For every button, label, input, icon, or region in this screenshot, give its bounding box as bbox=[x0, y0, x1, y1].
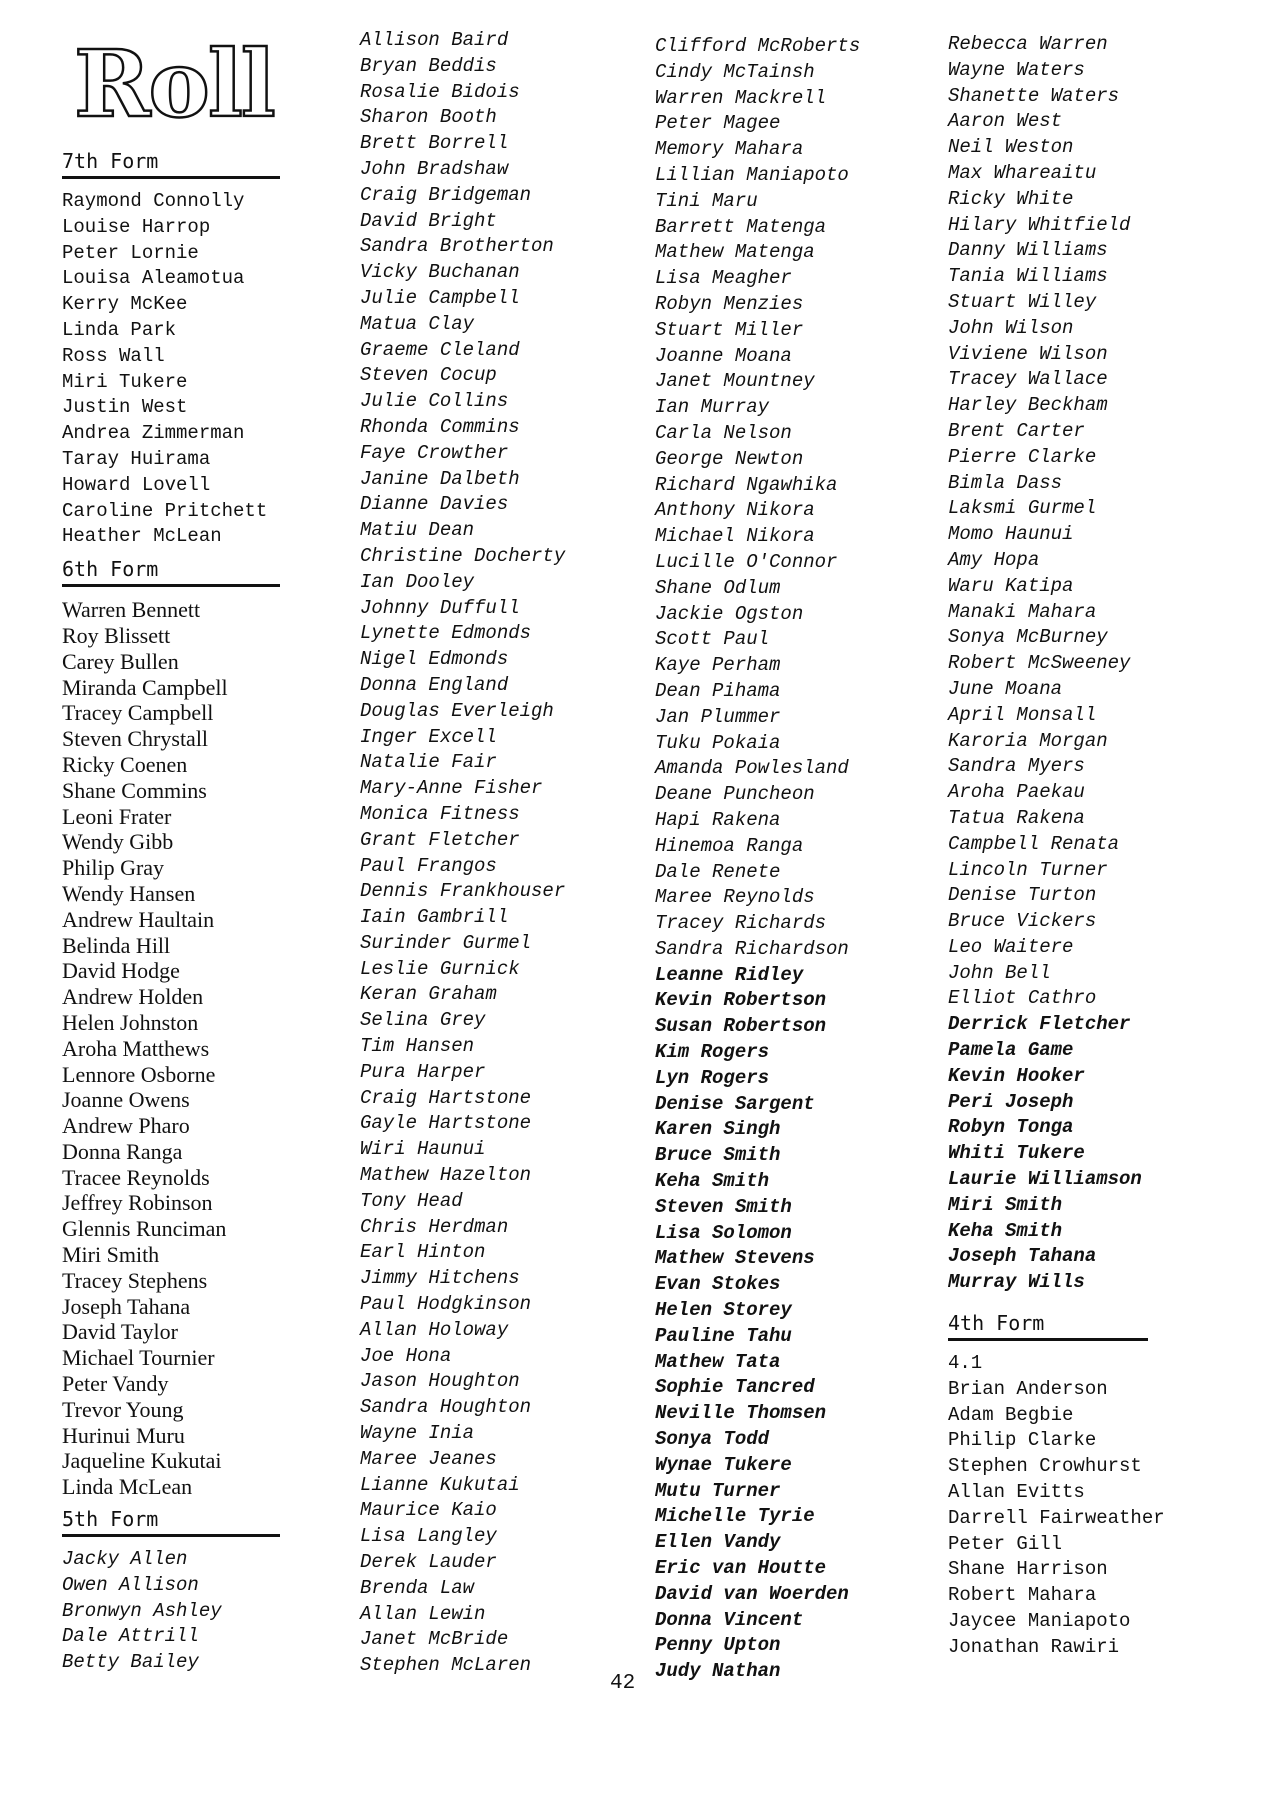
roll-name: Janet McBride bbox=[360, 1628, 509, 1651]
roll-name: Joseph Tahana bbox=[62, 1293, 191, 1319]
roll-name: Hilary Whitfield bbox=[948, 213, 1131, 236]
roll-name: Eric van Houtte bbox=[655, 1557, 827, 1580]
roll-name: Graeme Cleland bbox=[360, 338, 520, 361]
roll-name: Amanda Powlesland bbox=[655, 757, 849, 780]
roll-name: Matiu Dean bbox=[360, 519, 475, 542]
roll-name: Bronwyn Ashley bbox=[62, 1599, 222, 1622]
roll-name: Janet Mountney bbox=[655, 370, 815, 393]
roll-name: Andrew Holden bbox=[62, 984, 204, 1010]
roll-name: Aroha Paekau bbox=[948, 781, 1085, 804]
roll-name: Carla Nelson bbox=[655, 421, 792, 444]
form4-heading: 4th Form bbox=[948, 1311, 1045, 1336]
roll-name: Michael Tournier bbox=[62, 1345, 215, 1371]
roll-name: Robert McSweeney bbox=[948, 652, 1131, 675]
form5-rule bbox=[62, 1534, 280, 1537]
roll-name: Dean Pihama bbox=[655, 679, 781, 702]
roll-name: Bimla Dass bbox=[948, 471, 1063, 494]
roll-name: Campbell Renata bbox=[948, 832, 1120, 855]
roll-name: Tatua Rakena bbox=[948, 806, 1085, 829]
roll-name: Grant Fletcher bbox=[360, 828, 520, 851]
roll-name: Tania Williams bbox=[948, 265, 1108, 288]
roll-name: Cindy McTainsh bbox=[655, 60, 815, 83]
roll-name: Natalie Fair bbox=[360, 751, 497, 774]
roll-name: Jeffrey Robinson bbox=[62, 1190, 213, 1216]
roll-name: Michael Nikora bbox=[655, 525, 815, 548]
roll-name: Owen Allison bbox=[62, 1573, 199, 1596]
roll-name: Viviene Wilson bbox=[948, 342, 1108, 365]
roll-name: Darrell Fairweather bbox=[948, 1506, 1165, 1529]
roll-name: Julie Collins bbox=[360, 390, 509, 413]
column-3 bbox=[655, 34, 945, 1685]
roll-name: Johnny Duffull bbox=[360, 596, 520, 619]
roll-name: Manaki Mahara bbox=[948, 600, 1097, 623]
roll-name: Kaye Perham bbox=[655, 654, 781, 677]
roll-name: Kerry McKee bbox=[62, 293, 188, 316]
roll-name: Ian Murray bbox=[655, 396, 770, 419]
roll-name: Jan Plummer bbox=[655, 705, 781, 728]
roll-name: Miri Smith bbox=[62, 1242, 160, 1268]
roll-name: Lincoln Turner bbox=[948, 858, 1108, 881]
roll-name: Memory Mahara bbox=[655, 138, 804, 161]
form6-heading: 6th Form bbox=[62, 557, 159, 582]
roll-name: June Moana bbox=[948, 677, 1063, 700]
roll-name: Sandra Brotherton bbox=[360, 235, 554, 258]
roll-name: George Newton bbox=[655, 447, 804, 470]
form5-list-col2 bbox=[360, 28, 650, 1679]
form5-list-col1 bbox=[62, 1547, 362, 1676]
roll-name: David Bright bbox=[360, 209, 497, 232]
roll-name: Mathew Matenga bbox=[655, 241, 815, 264]
roll-name: Chris Herdman bbox=[360, 1215, 509, 1238]
roll-name: Amy Hopa bbox=[948, 548, 1040, 571]
roll-name: Warren Mackrell bbox=[655, 86, 827, 109]
roll-name: Pamela Game bbox=[948, 1039, 1074, 1062]
roll-name: Leo Waitere bbox=[948, 935, 1074, 958]
roll-name: John Bradshaw bbox=[360, 157, 509, 180]
roll-name: Max Whareaitu bbox=[948, 161, 1097, 184]
roll-name: Lennore Osborne bbox=[62, 1061, 216, 1087]
roll-name: Joseph Tahana bbox=[948, 1245, 1097, 1268]
roll-name: Trevor Young bbox=[62, 1396, 184, 1422]
roll-name: Peter Magee bbox=[655, 112, 781, 135]
roll-name: Tony Head bbox=[360, 1189, 463, 1212]
roll-name: Vicky Buchanan bbox=[360, 261, 520, 284]
roll-name: Philip Clarke bbox=[948, 1429, 1097, 1452]
roll-name: Justin West bbox=[62, 396, 188, 419]
roll-name: Stephen Crowhurst bbox=[948, 1455, 1142, 1478]
roll-name: Andrew Pharo bbox=[62, 1113, 190, 1139]
roll-name: Mary-Anne Fisher bbox=[360, 777, 543, 800]
roll-name: Wayne Waters bbox=[948, 58, 1085, 81]
roll-name: Jimmy Hitchens bbox=[360, 1267, 520, 1290]
column-1 bbox=[62, 30, 362, 1676]
roll-name: Momo Haunui bbox=[948, 523, 1074, 546]
roll-name: Elliot Cathro bbox=[948, 987, 1097, 1010]
roll-name: Harley Beckham bbox=[948, 394, 1108, 417]
roll-name: Tini Maru bbox=[655, 189, 758, 212]
roll-name: David Taylor bbox=[62, 1319, 178, 1345]
roll-name: Whiti Tukere bbox=[948, 1142, 1085, 1165]
roll-name: Karoria Morgan bbox=[948, 729, 1108, 752]
roll-name: Allan Lewin bbox=[360, 1602, 486, 1625]
roll-name: Mutu Turner bbox=[655, 1479, 781, 1502]
roll-name: Miri Smith bbox=[948, 1193, 1063, 1216]
roll-name: Robyn Tonga bbox=[948, 1116, 1074, 1139]
roll-name: Miri Tukere bbox=[62, 370, 188, 393]
roll-name: Douglas Everleigh bbox=[360, 699, 554, 722]
roll-name: Murray Wills bbox=[948, 1271, 1085, 1294]
roll-name: Peter Lornie bbox=[62, 241, 199, 264]
form4-class-label: 4.1 bbox=[948, 1352, 983, 1375]
roll-name: Steven Cocup bbox=[360, 364, 497, 387]
roll-name: Karen Singh bbox=[655, 1118, 781, 1141]
form5-heading: 5th Form bbox=[62, 1507, 159, 1532]
roll-name: Taray Huirama bbox=[62, 447, 211, 470]
roll-name: Jason Houghton bbox=[360, 1370, 520, 1393]
roll-name: Selina Grey bbox=[360, 1009, 486, 1032]
roll-name: Paul Hodgkinson bbox=[360, 1293, 532, 1316]
roll-name: Tuku Pokaia bbox=[655, 731, 781, 754]
column-4 bbox=[948, 32, 1268, 1661]
roll-name: Shanette Waters bbox=[948, 84, 1120, 107]
form6-rule bbox=[62, 584, 280, 587]
roll-name: Joe Hona bbox=[360, 1344, 452, 1367]
roll-name: Linda Park bbox=[62, 318, 177, 341]
roll-name: Ricky White bbox=[948, 187, 1074, 210]
roll-name: Lisa Langley bbox=[360, 1525, 497, 1548]
roll-name: Shane Odlum bbox=[655, 576, 781, 599]
roll-name: Bruce Vickers bbox=[948, 910, 1097, 933]
roll-name: Neville Thomsen bbox=[655, 1402, 827, 1425]
roll-name: Caroline Pritchett bbox=[62, 499, 268, 522]
roll-name: Aroha Matthews bbox=[62, 1035, 210, 1061]
roll-name: Stuart Willey bbox=[948, 290, 1097, 313]
roll-name: Craig Hartstone bbox=[360, 1086, 532, 1109]
roll-name: Rhonda Commins bbox=[360, 415, 520, 438]
roll-name: Judy Nathan bbox=[655, 1660, 781, 1683]
form7-list bbox=[62, 189, 362, 550]
roll-name: Inger Excell bbox=[360, 725, 497, 748]
roll-name: Brent Carter bbox=[948, 419, 1085, 442]
roll-name: Raymond Connolly bbox=[62, 190, 245, 212]
form5-list-col4 bbox=[948, 32, 1268, 1296]
roll-name: Maree Reynolds bbox=[655, 886, 815, 909]
roll-name: Carey Bullen bbox=[62, 648, 179, 674]
roll-name: Pauline Tahu bbox=[655, 1324, 792, 1347]
roll-name: Glennis Runciman bbox=[62, 1216, 227, 1242]
roll-name: Laksmi Gurmel bbox=[948, 497, 1097, 520]
roll-name: Dennis Frankhouser bbox=[360, 880, 566, 903]
roll-name: Tracee Reynolds bbox=[62, 1164, 210, 1190]
roll-name: Wendy Hansen bbox=[62, 880, 196, 906]
roll-name: Andrew Haultain bbox=[62, 906, 215, 932]
roll-name: Brett Borrell bbox=[360, 132, 509, 155]
roll-name: Allison Baird bbox=[360, 29, 509, 51]
roll-name: Tracey Richards bbox=[655, 912, 827, 935]
roll-name: Mathew Tata bbox=[655, 1350, 781, 1373]
form4-rule bbox=[948, 1338, 1148, 1341]
roll-name: Leanne Ridley bbox=[655, 963, 804, 986]
roll-name: Philip Gray bbox=[62, 855, 165, 881]
roll-name: Dale Attrill bbox=[62, 1625, 199, 1648]
roll-name: Lynette Edmonds bbox=[360, 622, 532, 645]
roll-name: Sharon Booth bbox=[360, 106, 497, 129]
roll-name: Hapi Rakena bbox=[655, 808, 781, 831]
roll-name: Leslie Gurnick bbox=[360, 957, 520, 980]
roll-name: Wayne Inia bbox=[360, 1422, 475, 1445]
roll-name: Shane Harrison bbox=[948, 1558, 1108, 1581]
roll-name: Dianne Davies bbox=[360, 493, 509, 516]
roll-name: Allan Evitts bbox=[948, 1481, 1085, 1504]
roll-name: Pura Harper bbox=[360, 1060, 486, 1083]
roll-name: Matua Clay bbox=[360, 312, 475, 335]
roll-name: Jackie Ogston bbox=[655, 602, 804, 625]
roll-name: Jaqueline Kukutai bbox=[62, 1448, 222, 1474]
roll-name: Keha Smith bbox=[948, 1219, 1063, 1242]
roll-name: Joanne Owens bbox=[62, 1087, 190, 1113]
roll-name: Ricky Coenen bbox=[62, 751, 188, 777]
roll-name: Earl Hinton bbox=[360, 1241, 486, 1264]
roll-name: Aaron West bbox=[948, 110, 1063, 133]
roll-name: Lisa Solomon bbox=[655, 1221, 792, 1244]
form6-list bbox=[62, 597, 362, 1500]
roll-name: Danny Williams bbox=[948, 239, 1108, 262]
roll-name: Steven Smith bbox=[655, 1195, 792, 1218]
roll-name: Keran Graham bbox=[360, 983, 497, 1006]
roll-name: David van Woerden bbox=[655, 1582, 849, 1605]
roll-name: Louise Harrop bbox=[62, 215, 211, 238]
form4-list bbox=[948, 1377, 1268, 1661]
roll-name: Linda McLean bbox=[62, 1474, 193, 1500]
roll-name: Wendy Gibb bbox=[62, 829, 174, 855]
roll-name: Stuart Miller bbox=[655, 318, 804, 341]
roll-name: Rebecca Warren bbox=[948, 33, 1108, 55]
roll-name: Hurinui Muru bbox=[62, 1422, 185, 1448]
roll-name: Maree Jeanes bbox=[360, 1447, 497, 1470]
roll-name: Maurice Kaio bbox=[360, 1499, 497, 1522]
roll-name: Kim Rogers bbox=[655, 1041, 770, 1064]
roll-name: Wynae Tukere bbox=[655, 1453, 792, 1476]
roll-name: Wiri Haunui bbox=[360, 1138, 486, 1161]
roll-name: Tim Hansen bbox=[360, 1035, 475, 1058]
roll-name: Belinda Hill bbox=[62, 932, 171, 958]
roll-name: April Monsall bbox=[948, 703, 1097, 726]
roll-name: Jonathan Rawiri bbox=[948, 1635, 1120, 1658]
roll-name: Lyn Rogers bbox=[655, 1066, 770, 1089]
roll-name: David Hodge bbox=[62, 958, 180, 984]
roll-name: Tracey Stephens bbox=[62, 1267, 208, 1293]
roll-name: Sonya Todd bbox=[655, 1428, 770, 1451]
roll-name: Shane Commins bbox=[62, 777, 207, 803]
roll-name: Nigel Edmonds bbox=[360, 648, 509, 671]
roll-name: Andrea Zimmerman bbox=[62, 422, 245, 445]
roll-name: Anthony Nikora bbox=[655, 499, 815, 522]
page-title: Roll bbox=[74, 30, 274, 138]
roll-name: Betty Bailey bbox=[62, 1651, 199, 1674]
roll-name: Donna Ranga bbox=[62, 1138, 183, 1164]
roll-name: Donna Vincent bbox=[655, 1608, 804, 1631]
roll-name: Robert Mahara bbox=[948, 1584, 1097, 1607]
roll-name: Allan Holoway bbox=[360, 1318, 509, 1341]
roll-name: Sophie Tancred bbox=[655, 1376, 815, 1399]
roll-name: Bruce Smith bbox=[655, 1144, 781, 1167]
roll-name: Stephen McLaren bbox=[360, 1654, 532, 1677]
roll-name: Jacky Allen bbox=[62, 1548, 188, 1571]
roll-name: Scott Paul bbox=[655, 628, 770, 651]
roll-name: Peri Joseph bbox=[948, 1090, 1074, 1113]
roll-name: Helen Storey bbox=[655, 1299, 792, 1322]
roll-name: Waru Katipa bbox=[948, 574, 1074, 597]
roll-name: Surinder Gurmel bbox=[360, 931, 532, 954]
roll-name: Lucille O'Connor bbox=[655, 550, 838, 573]
roll-name: Sandra Richardson bbox=[655, 937, 849, 960]
roll-name: Kevin Hooker bbox=[948, 1064, 1085, 1087]
roll-name: Ross Wall bbox=[62, 344, 165, 367]
roll-name: Mathew Stevens bbox=[655, 1247, 815, 1270]
roll-name: Lianne Kukutai bbox=[360, 1473, 520, 1496]
page-number: 42 bbox=[610, 1672, 636, 1695]
roll-name: Jaycee Maniapoto bbox=[948, 1610, 1131, 1633]
roll-name: Neil Weston bbox=[948, 136, 1074, 159]
roll-name: Donna England bbox=[360, 673, 509, 696]
roll-name: Paul Frangos bbox=[360, 854, 497, 877]
roll-name: Janine Dalbeth bbox=[360, 467, 520, 490]
roll-name: Leoni Frater bbox=[62, 803, 172, 829]
roll-name: Brenda Law bbox=[360, 1576, 475, 1599]
roll-name: Pierre Clarke bbox=[948, 445, 1097, 468]
roll-name: Denise Turton bbox=[948, 884, 1097, 907]
roll-name: Lisa Meagher bbox=[655, 267, 792, 290]
roll-name: Monica Fitness bbox=[360, 802, 520, 825]
roll-name: Craig Bridgeman bbox=[360, 183, 532, 206]
roll-name: Warren Bennett bbox=[62, 597, 201, 623]
roll-name: Faye Crowther bbox=[360, 441, 509, 464]
roll-name: Clifford McRoberts bbox=[655, 35, 861, 57]
roll-name: Helen Johnston bbox=[62, 1009, 199, 1035]
roll-name: Lillian Maniapoto bbox=[655, 163, 849, 186]
roll-name: Peter Vandy bbox=[62, 1371, 169, 1397]
roll-name: Peter Gill bbox=[948, 1532, 1063, 1555]
roll-name: Sandra Houghton bbox=[360, 1396, 532, 1419]
roll-name: Joanne Moana bbox=[655, 344, 792, 367]
roll-name: Sonya McBurney bbox=[948, 626, 1108, 649]
roll-name: John Wilson bbox=[948, 316, 1074, 339]
column-2 bbox=[360, 28, 650, 1679]
roll-name: Ian Dooley bbox=[360, 570, 475, 593]
roll-name: Sandra Myers bbox=[948, 755, 1085, 778]
roll-name: Julie Campbell bbox=[360, 286, 520, 309]
roll-name: Brian Anderson bbox=[948, 1377, 1108, 1400]
roll-name: Denise Sargent bbox=[655, 1092, 815, 1115]
roll-name: John Bell bbox=[948, 961, 1051, 984]
roll-name: Robyn Menzies bbox=[655, 292, 804, 315]
roll-name: Deane Puncheon bbox=[655, 783, 815, 806]
roll-name: Derrick Fletcher bbox=[948, 1013, 1131, 1036]
roll-name: Howard Lovell bbox=[62, 473, 211, 496]
form5-list-col3 bbox=[655, 34, 945, 1685]
form7-heading: 7th Form bbox=[62, 149, 159, 173]
roll-name: Penny Upton bbox=[655, 1634, 781, 1657]
roll-name: Keha Smith bbox=[655, 1170, 770, 1193]
roll-name: Iain Gambrill bbox=[360, 906, 509, 929]
roll-name: Gayle Hartstone bbox=[360, 1112, 532, 1135]
roll-name: Derek Lauder bbox=[360, 1551, 497, 1574]
roll-name: Mathew Hazelton bbox=[360, 1164, 532, 1187]
roll-name: Rosalie Bidois bbox=[360, 80, 520, 103]
roll-name: Barrett Matenga bbox=[655, 215, 827, 238]
roll-name: Tracey Campbell bbox=[62, 700, 214, 726]
roll-name: Ellen Vandy bbox=[655, 1531, 781, 1554]
roll-name: Roy Blissett bbox=[62, 622, 171, 648]
roll-name: Adam Begbie bbox=[948, 1403, 1074, 1426]
roll-name: Evan Stokes bbox=[655, 1273, 781, 1296]
roll-name: Christine Docherty bbox=[360, 544, 566, 567]
roll-name: Kevin Robertson bbox=[655, 989, 827, 1012]
roll-name: Bryan Beddis bbox=[360, 54, 497, 77]
roll-name: Steven Chrystall bbox=[62, 726, 209, 752]
roll-name: Richard Ngawhika bbox=[655, 473, 838, 496]
roll-name: Louisa Aleamotua bbox=[62, 267, 245, 290]
roll-name: Laurie Williamson bbox=[948, 1168, 1142, 1191]
roll-name: Susan Robertson bbox=[655, 1015, 827, 1038]
roll-name: Dale Renete bbox=[655, 860, 781, 883]
roll-name: Michelle Tyrie bbox=[655, 1505, 815, 1528]
roll-name: Heather McLean bbox=[62, 525, 222, 548]
form7-rule bbox=[62, 176, 280, 179]
roll-name: Tracey Wallace bbox=[948, 368, 1108, 391]
roll-name: Hinemoa Ranga bbox=[655, 834, 804, 857]
roll-name: Miranda Campbell bbox=[62, 674, 228, 700]
